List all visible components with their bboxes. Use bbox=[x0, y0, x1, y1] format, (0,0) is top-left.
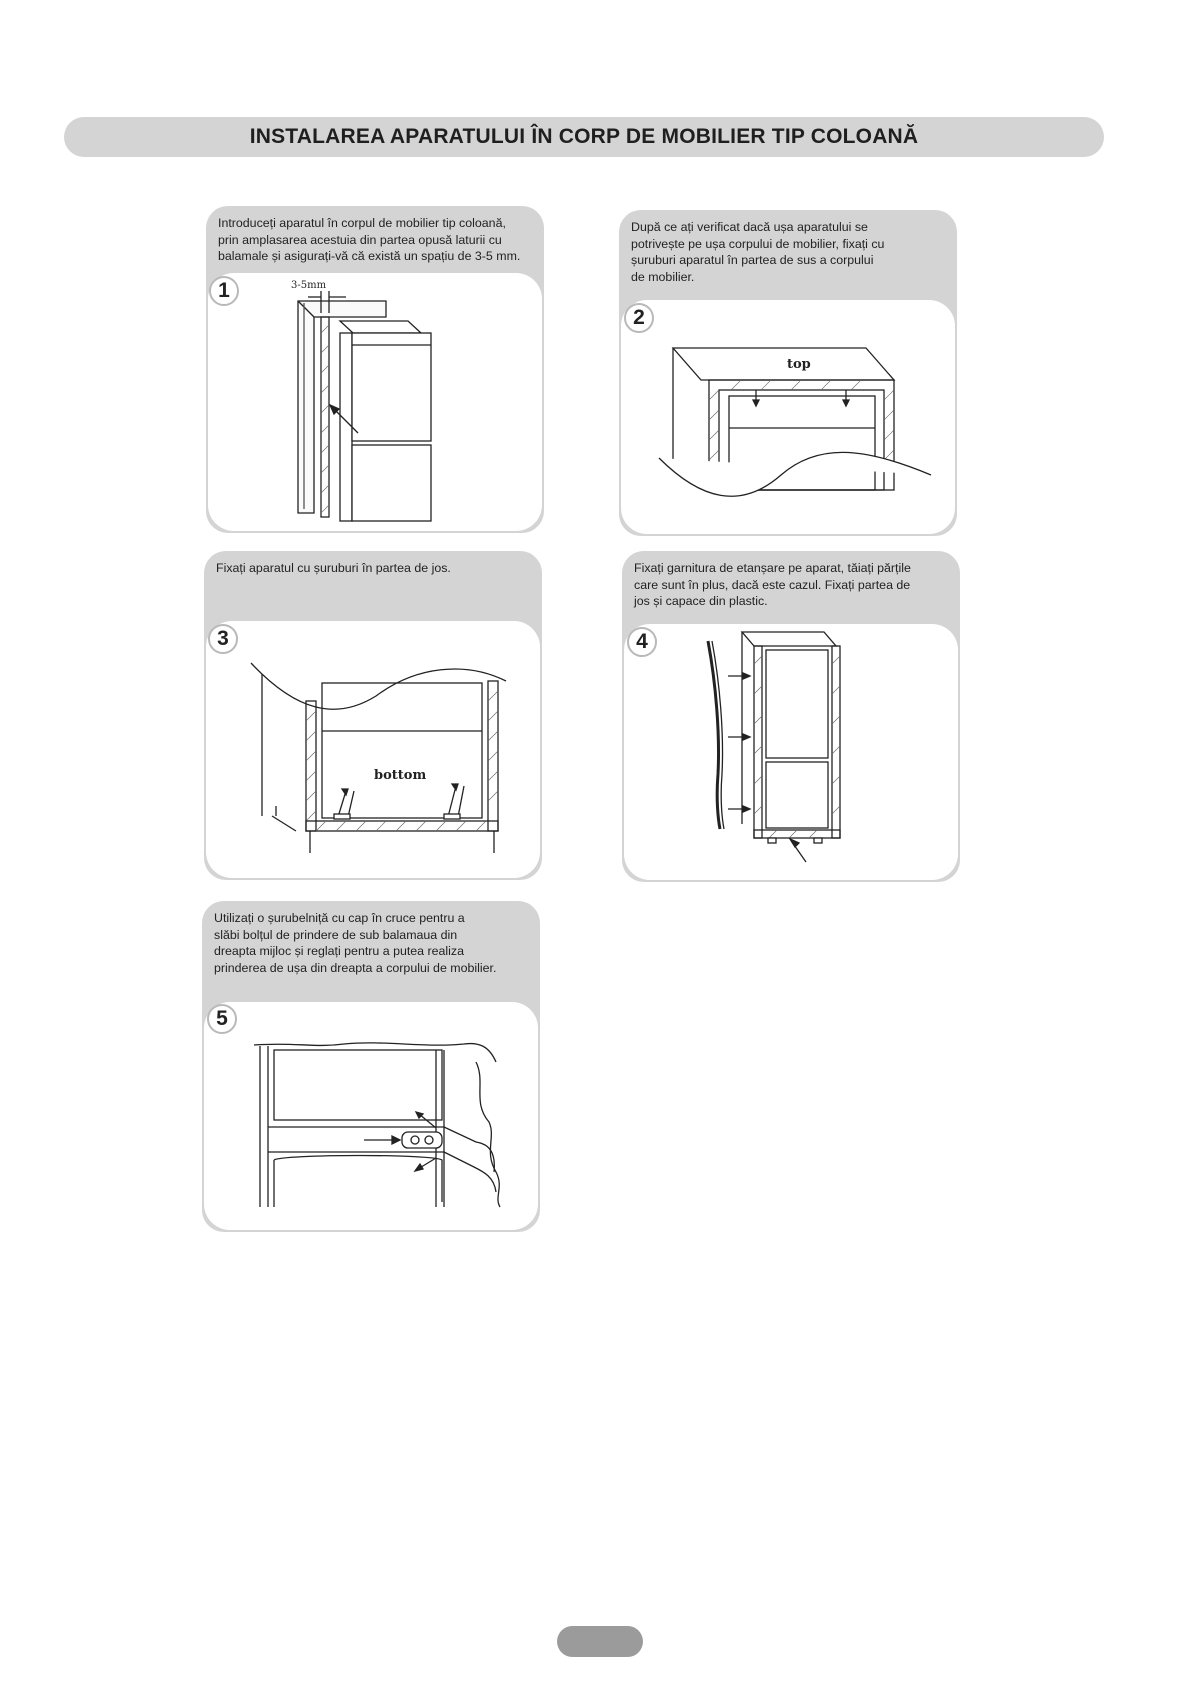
step-3-text: Fixați aparatul cu șuruburi în partea de jos. bbox=[216, 561, 451, 575]
step-4-card bbox=[622, 551, 960, 882]
step-2-illustration bbox=[621, 300, 955, 534]
step-2-number-badge: 2 bbox=[624, 303, 654, 333]
step-5-text: Utilizați o șurubelniță cu cap în cruce pentru a slăbi bolțul de prindere de sub balamaua din dreapta mijloc și reglați pentru a putea realiza prinderea de ușa din dreapta a corpului de mobilier. bbox=[214, 911, 497, 975]
page-number-tab bbox=[557, 1626, 643, 1657]
step-2-illustration-panel bbox=[621, 300, 955, 534]
step-1-dimension-label: 3-5mm bbox=[291, 280, 327, 291]
step-2-card bbox=[619, 210, 957, 536]
step-1-number-badge: 1 bbox=[209, 276, 239, 306]
step-3-number-badge: 3 bbox=[208, 624, 238, 654]
step-4-illustration bbox=[624, 624, 958, 880]
step-3-illustration bbox=[206, 621, 540, 878]
step-1-text: Introduceți aparatul în corpul de mobilier tip coloană, prin amplasarea acestuia din partea opusă laturii cu balamale și asigurați-vă că există un spațiu de 3-5 mm. bbox=[218, 216, 521, 264]
step-1-card bbox=[206, 206, 544, 533]
page-title-bar bbox=[64, 117, 1104, 157]
step-4-text: Fixați garnitura de etanșare pe aparat, tăiați părțile care sunt în plus, dacă este cazul. Fixați partea de jos și capace din plastic. bbox=[634, 561, 911, 609]
step-3-bottom-label: bottom bbox=[374, 768, 427, 783]
step-1-illustration-panel bbox=[208, 273, 542, 531]
step-4-illustration-panel bbox=[624, 624, 958, 880]
step-1-illustration bbox=[208, 273, 542, 531]
step-3-illustration-panel bbox=[206, 621, 540, 878]
step-5-card bbox=[202, 901, 540, 1232]
step-2-top-label: top bbox=[787, 357, 811, 372]
step-3-card bbox=[204, 551, 542, 880]
step-5-illustration-panel bbox=[204, 1002, 538, 1230]
step-4-number-badge: 4 bbox=[627, 627, 657, 657]
step-5-number-badge: 5 bbox=[207, 1004, 237, 1034]
page-title: INSTALAREA APARATULUI ÎN CORP DE MOBILIER TIP COLOANĂ bbox=[249, 125, 919, 148]
step-2-text: După ce ați verificat dacă ușa aparatului se potrivește pe ușa corpului de mobilier, fixați cu șuruburi aparatul în partea de sus a corpului de mobilier. bbox=[631, 220, 885, 284]
step-5-illustration bbox=[204, 1002, 538, 1230]
